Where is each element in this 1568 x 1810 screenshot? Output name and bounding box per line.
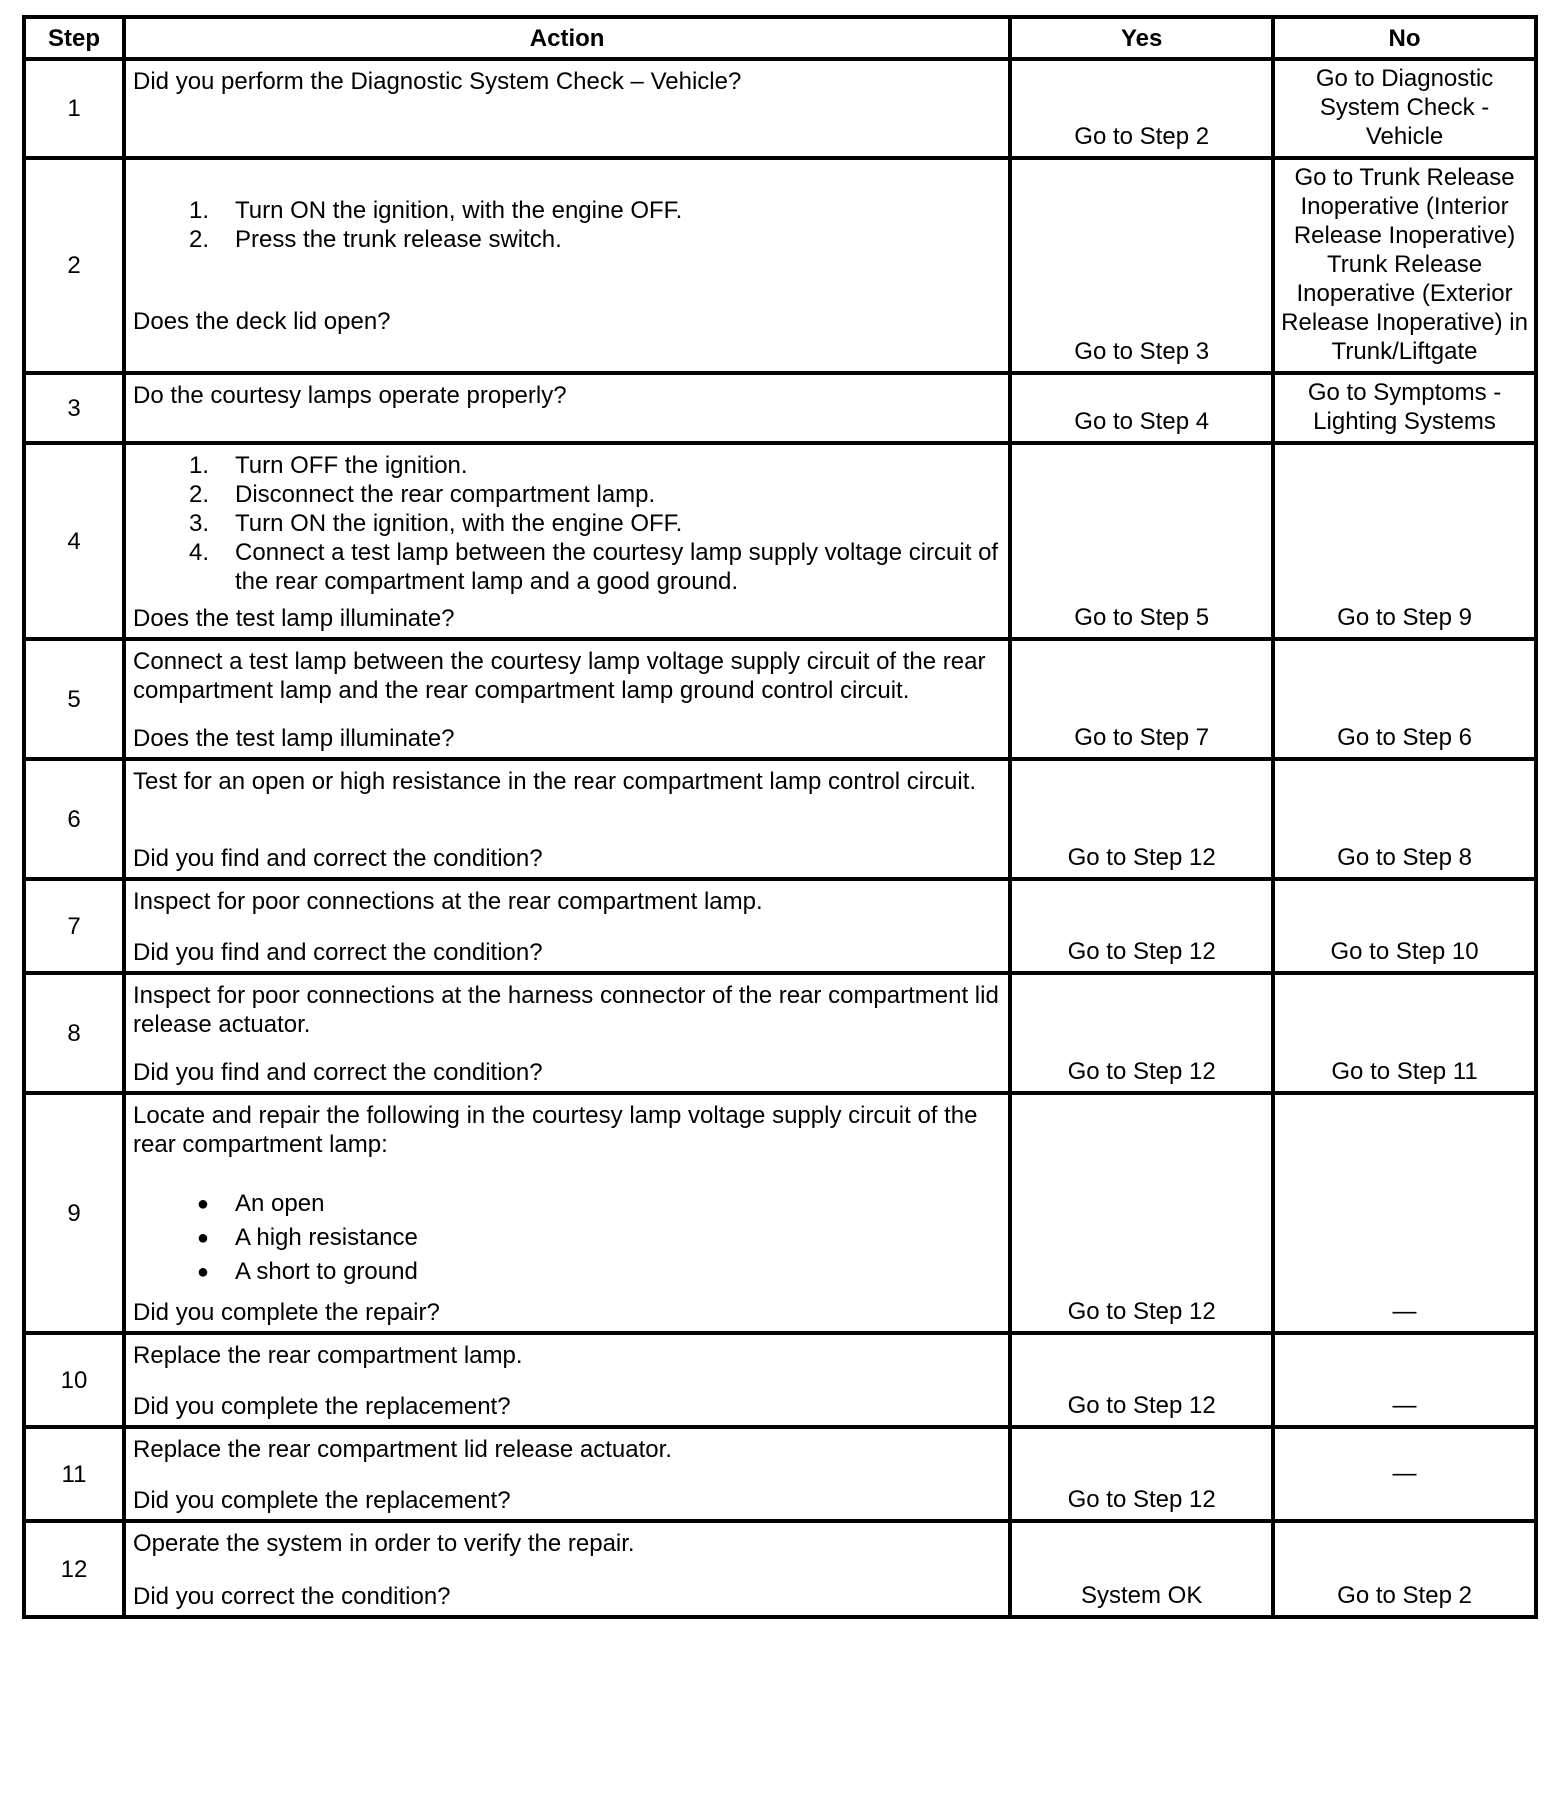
procedure-list xyxy=(133,196,1002,254)
list-item-number: 2. xyxy=(189,226,210,253)
yes-result: Go to Step 12 xyxy=(1010,1333,1273,1427)
action-question: Did you complete the repair? xyxy=(133,1299,440,1326)
step-number: 5 xyxy=(24,639,124,759)
step-number: 6 xyxy=(24,759,124,879)
action-cell xyxy=(124,59,1010,158)
yes-result: Go to Step 12 xyxy=(1010,1093,1273,1333)
action-text: Replace the rear compartment lid release actuator. xyxy=(133,1436,672,1463)
no-result: — xyxy=(1273,1333,1536,1427)
action-text: Operate the system in order to verify the repair. xyxy=(133,1530,635,1557)
list-item-number: 4. xyxy=(189,539,210,566)
list-item xyxy=(133,451,1002,480)
action-cell xyxy=(124,759,1010,879)
action-cell xyxy=(124,1093,1010,1333)
list-item-number: 1. xyxy=(189,197,210,224)
bullet-list xyxy=(133,1187,1002,1289)
no-result: — xyxy=(1273,1093,1536,1333)
bullet-item xyxy=(133,1255,1002,1289)
list-item xyxy=(133,538,1002,596)
no-result: Go to Trunk Release Inoperative (Interior Release Inoperative) Trunk Release Inoperative (Exterior Release Inoperative) in Trunk/Liftgate xyxy=(1273,158,1536,373)
step-number: 1 xyxy=(24,59,124,158)
bullet-icon: ● xyxy=(196,1227,210,1249)
yes-result: Go to Step 12 xyxy=(1010,879,1273,973)
action-cell xyxy=(124,639,1010,759)
step-number: 8 xyxy=(24,973,124,1093)
yes-result: Go to Step 5 xyxy=(1010,443,1273,639)
action-text: Inspect for poor connections at the rear compartment lamp. xyxy=(133,888,763,915)
list-item-text: Turn ON the ignition, with the engine OFF. xyxy=(235,510,683,537)
action-question: Did you correct the condition? xyxy=(133,1583,451,1610)
list-item-text: Turn ON the ignition, with the engine OFF. xyxy=(235,197,683,224)
no-result: Go to Step 2 xyxy=(1273,1521,1536,1617)
table-row xyxy=(24,973,1536,1093)
action-cell xyxy=(124,1333,1010,1427)
header-step: Step xyxy=(24,17,124,59)
header-action: Action xyxy=(124,17,1010,59)
list-item-number: 2. xyxy=(189,481,210,508)
action-text: Replace the rear compartment lamp. xyxy=(133,1342,523,1369)
list-item xyxy=(133,196,1002,225)
bullet-item xyxy=(133,1187,1002,1221)
table-row xyxy=(24,759,1536,879)
table-row xyxy=(24,1521,1536,1617)
yes-result: Go to Step 12 xyxy=(1010,1427,1273,1521)
list-item xyxy=(133,480,1002,509)
bullet-text: An open xyxy=(235,1190,325,1217)
table-row xyxy=(24,1093,1536,1333)
action-text: Connect a test lamp between the courtesy lamp voltage supply circuit of the rear compartment lamp and the rear compartment lamp ground control circuit. xyxy=(133,648,986,704)
no-result: Go to Symptoms - Lighting Systems xyxy=(1273,373,1536,443)
action-cell xyxy=(124,373,1010,443)
step-number: 7 xyxy=(24,879,124,973)
step-number: 3 xyxy=(24,373,124,443)
list-item-number: 3. xyxy=(189,510,210,537)
action-question: Does the test lamp illuminate? xyxy=(133,605,455,632)
action-question: Did you complete the replacement? xyxy=(133,1487,511,1514)
yes-result: Go to Step 12 xyxy=(1010,973,1273,1093)
yes-result: Go to Step 12 xyxy=(1010,759,1273,879)
action-cell xyxy=(124,973,1010,1093)
list-item-text: Connect a test lamp between the courtesy lamp supply voltage circuit of the rear compartment lamp and a good ground. xyxy=(235,539,999,595)
action-cell xyxy=(124,158,1010,373)
bullet-text: A short to ground xyxy=(235,1258,418,1285)
action-question: Did you find and correct the condition? xyxy=(133,939,543,966)
yes-result: Go to Step 4 xyxy=(1010,373,1273,443)
no-result: Go to Step 9 xyxy=(1273,443,1536,639)
bullet-icon: ● xyxy=(196,1193,210,1215)
table-row xyxy=(24,879,1536,973)
action-question: Did you complete the replacement? xyxy=(133,1393,511,1420)
action-cell xyxy=(124,1427,1010,1521)
action-question: Does the test lamp illuminate? xyxy=(133,725,455,752)
bullet-text: A high resistance xyxy=(235,1224,418,1251)
step-number: 11 xyxy=(24,1427,124,1521)
action-text: Do the courtesy lamps operate properly? xyxy=(133,382,567,409)
table-row xyxy=(24,1427,1536,1521)
action-cell xyxy=(124,1521,1010,1617)
no-result: Go to Step 10 xyxy=(1273,879,1536,973)
list-item-number: 1. xyxy=(189,452,210,479)
table-row xyxy=(24,373,1536,443)
yes-result: Go to Step 3 xyxy=(1010,158,1273,373)
action-text: Did you perform the Diagnostic System Check – Vehicle? xyxy=(133,68,742,95)
action-cell xyxy=(124,879,1010,973)
action-text: Locate and repair the following in the courtesy lamp voltage supply circuit of the rear compartment lamp: xyxy=(133,1102,978,1158)
no-result: Go to Diagnostic System Check - Vehicle xyxy=(1273,59,1536,158)
list-item xyxy=(133,509,1002,538)
yes-result: Go to Step 7 xyxy=(1010,639,1273,759)
header-no: No xyxy=(1273,17,1536,59)
list-item-text: Press the trunk release switch. xyxy=(235,226,562,253)
list-item-text: Turn OFF the ignition. xyxy=(235,452,468,479)
table-row xyxy=(24,1333,1536,1427)
diagnostic-table-container xyxy=(22,15,1538,1619)
bullet-icon: ● xyxy=(196,1261,210,1283)
step-number: 12 xyxy=(24,1521,124,1617)
no-result: Go to Step 6 xyxy=(1273,639,1536,759)
action-question: Does the deck lid open? xyxy=(133,308,391,335)
diagnostic-table xyxy=(22,15,1538,1619)
no-result: Go to Step 8 xyxy=(1273,759,1536,879)
yes-result: Go to Step 2 xyxy=(1010,59,1273,158)
no-result: — xyxy=(1273,1427,1536,1521)
action-text: Test for an open or high resistance in the rear compartment lamp control circuit. xyxy=(133,768,977,795)
action-text: Inspect for poor connections at the harness connector of the rear compartment lid release actuator. xyxy=(133,982,999,1038)
header-yes: Yes xyxy=(1010,17,1273,59)
header-row xyxy=(24,17,1536,59)
step-number: 2 xyxy=(24,158,124,373)
bullet-item xyxy=(133,1221,1002,1255)
procedure-list xyxy=(133,451,1002,596)
step-number: 4 xyxy=(24,443,124,639)
table-row xyxy=(24,158,1536,373)
action-cell xyxy=(124,443,1010,639)
no-result: Go to Step 11 xyxy=(1273,973,1536,1093)
action-question: Did you find and correct the condition? xyxy=(133,1059,543,1086)
step-number: 9 xyxy=(24,1093,124,1333)
table-row xyxy=(24,443,1536,639)
table-row xyxy=(24,639,1536,759)
step-number: 10 xyxy=(24,1333,124,1427)
yes-result: System OK xyxy=(1010,1521,1273,1617)
list-item-text: Disconnect the rear compartment lamp. xyxy=(235,481,656,508)
list-item xyxy=(133,225,1002,254)
action-question: Did you find and correct the condition? xyxy=(133,845,543,872)
table-row xyxy=(24,59,1536,158)
